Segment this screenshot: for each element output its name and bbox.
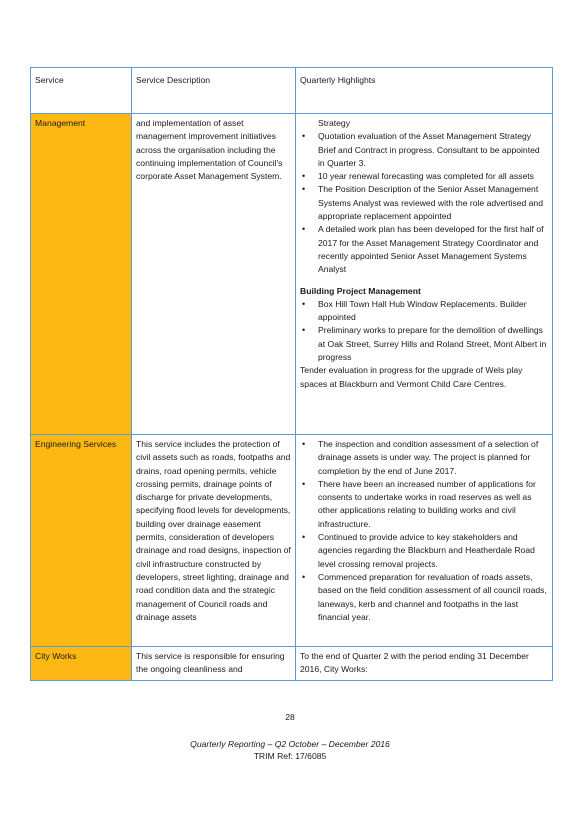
list-item: • 10 year renewal forecasting was completed for all assets [316,170,548,183]
list-item: • The inspection and condition assessment of a selection of drainage assets is under way. The project is planned for completion by the end of June 2017. [316,438,548,478]
table-header-row [31,68,553,114]
header-highlights: Quarterly Highlights [296,68,553,114]
list-item: • There have been an increased number of applications for consents to undertake works in road reserves as well as other applications relating to building works and civil infrastructure. [316,478,548,531]
service-description-management: and implementation of asset management improvement initiatives across the organisation including the continuing implementation of Council's corporate Asset Management System. [132,114,296,435]
table-row-management [31,114,553,435]
footer-trim-ref: TRIM Ref: 17/6085 [253,751,327,761]
list-item: • Box Hill Town Hall Hub Window Replacements. Builder appointed [316,298,548,325]
list-item: • A detailed work plan has been developed for the first half of 2017 for the Asset Management Strategy Coordinator and recently appointed Senior Asset Management Systems Analyst [316,223,548,276]
list-item: • Preliminary works to prepare for the demolition of dwellings at Oak Street, Surrey Hills and Roland Street, Mont Albert in progress [316,324,548,364]
list-item: • Continued to provide advice to key stakeholders and agencies regarding the Blackburn and Heatherdale Road level crossing removal projects. [316,531,548,571]
service-description-city-works: This service is responsible for ensuring the ongoing cleanliness and [132,647,296,681]
highlight-list-management [300,130,548,276]
list-item: • Commenced preparation for revaluation of roads assets, based on the field condition assessment of all council roads, laneways, kerb and channel and footpaths in the last financial year. [316,571,548,624]
page-number: 28 [285,712,295,722]
service-description-engineering: This service includes the protection of civil assets such as roads, footpaths and drains, road opening permits, vehicle crossing permits, drainage points of discharge for private developments, specifying flood levels for developments, building over drainage easement permits, consideration of developers drainage and road designs, inspection of civil infrastructure constructed by developers, street lighting, drainage and road condition data and the strategic management of Council roads and drainage assets [132,435,296,647]
highlight-list-building [300,298,548,364]
header-description: Service Description [132,68,296,114]
table-row-engineering [31,435,553,647]
highlights-engineering [296,435,553,647]
service-name-management: Management [31,114,132,435]
header-service: Service [31,68,132,114]
list-item: • Quotation evaluation of the Asset Management Strategy Brief and Contract in progress. Consultant to be appointed in Quarter 3. [316,130,548,170]
building-project-title: Building Project Management [300,285,421,296]
list-item: • The Position Description of the Senior Asset Management Systems Analyst was reviewed with the role advertised and appropriate replacement appointed [316,183,548,223]
highlight-continuation: Strategy [318,118,351,128]
building-paragraph: Tender evaluation in progress for the upgrade of Wels play spaces at Blackburn and Vermont Child Care Centres. [300,365,523,389]
service-table [30,67,553,681]
highlight-list-engineering [300,438,548,624]
service-name-city-works: City Works [31,647,132,681]
highlights-city-works: To the end of Quarter 2 with the period ending 31 December 2016, City Works: [296,647,553,681]
table-row-city-works [31,647,553,681]
footer-title: Quarterly Reporting – Q2 October – December 2016 [190,739,390,749]
service-name-engineering: Engineering Services [31,435,132,647]
highlights-management [296,114,553,435]
